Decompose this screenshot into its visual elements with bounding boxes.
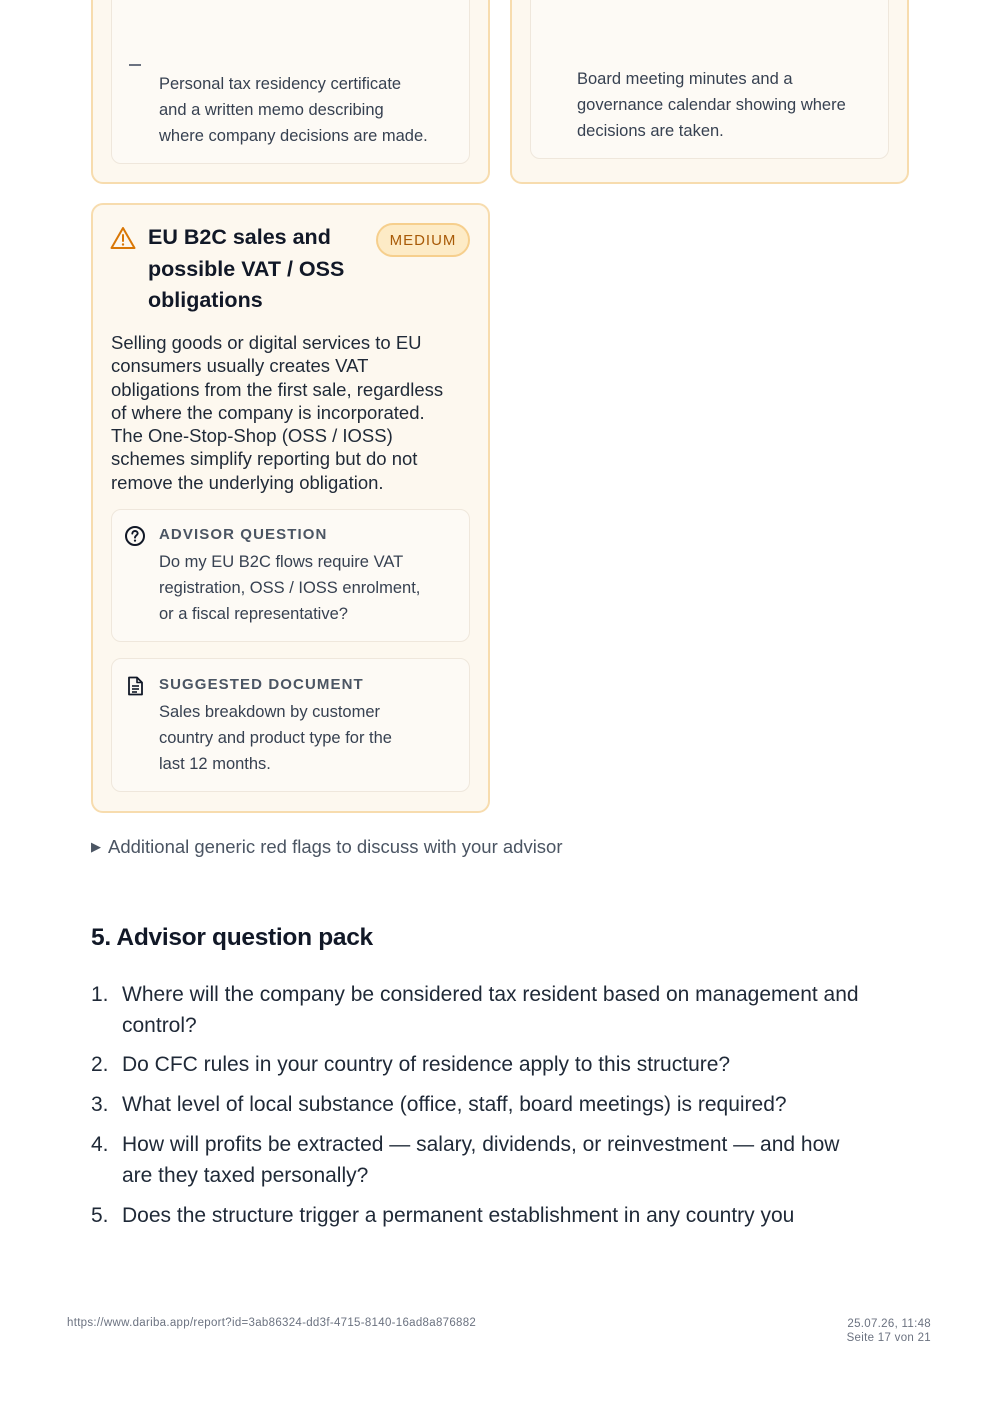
risk-description: Selling goods or digital services to EU consumers usually creates VAT obligations from the first sale, regardless of where the company is incorporated. The One-Stop-Shop (OSS / IOSS) schemes simplify reporting but do not remove the underlying obligation. [111,332,444,493]
disclosure-triangle-icon: ▶ [91,839,101,854]
list-item-text: Do CFC rules in your country of residence apply to this structure? [122,1053,731,1076]
document-icon [124,675,146,697]
footer-datetime: 25.07.26, 11:48 [847,1318,931,1330]
question-circle-icon [124,525,146,547]
list-item-number: 5. [91,1204,109,1227]
suggested-document-text: Sales breakdown by customer country and product type for the last 12 months. [159,703,392,773]
list-item-text: How will profits be extracted — salary, dividends, or reinvestment — and how are they taxed personally? [122,1133,840,1187]
list-item-text: Where will the company be considered tax resident based on management and control? [122,983,859,1037]
suggested-document-label: SUGGESTED DOCUMENT [159,676,364,693]
list-item-number: 2. [91,1053,109,1076]
warning-triangle-icon [110,226,136,250]
suggested-document-text-previous-left: Personal tax residency certificate and a written memo describing where company decisions are made. [159,75,428,145]
generic-red-flags-toggle[interactable] [91,836,563,858]
list-item-text: What level of local substance (office, staff, board meetings) is required? [122,1093,787,1116]
list-item-text: Does the structure trigger a permanent establishment in any country you [122,1204,795,1227]
suggested-document-text-previous-right: Board meeting minutes and a governance calendar showing where decisions are taken. [577,70,846,140]
footer-meta [847,1317,931,1345]
advisor-question-text: Do my EU B2C flows require VAT registration, OSS / IOSS enrolment, or a fiscal representative? [159,553,421,623]
list-item-number: 3. [91,1093,109,1116]
list-item-number: 4. [91,1133,109,1156]
section-heading: 5. Advisor question pack [91,924,373,951]
document-icon-partial [129,64,141,66]
footer-page-number: Seite 17 von 21 [846,1332,931,1344]
risk-title: EU B2C sales and possible VAT / OSS obligations [148,225,345,312]
generic-red-flags-label: Additional generic red flags to discuss with your advisor [108,836,563,857]
footer-url: https://www.dariba.app/report?id=3ab86324-dd3f-4715-8140-16ad8a876882 [67,1317,477,1329]
severity-badge: MEDIUM [376,223,470,257]
advisor-question-label: ADVISOR QUESTION [159,526,328,543]
list-item-number: 1. [91,983,109,1006]
